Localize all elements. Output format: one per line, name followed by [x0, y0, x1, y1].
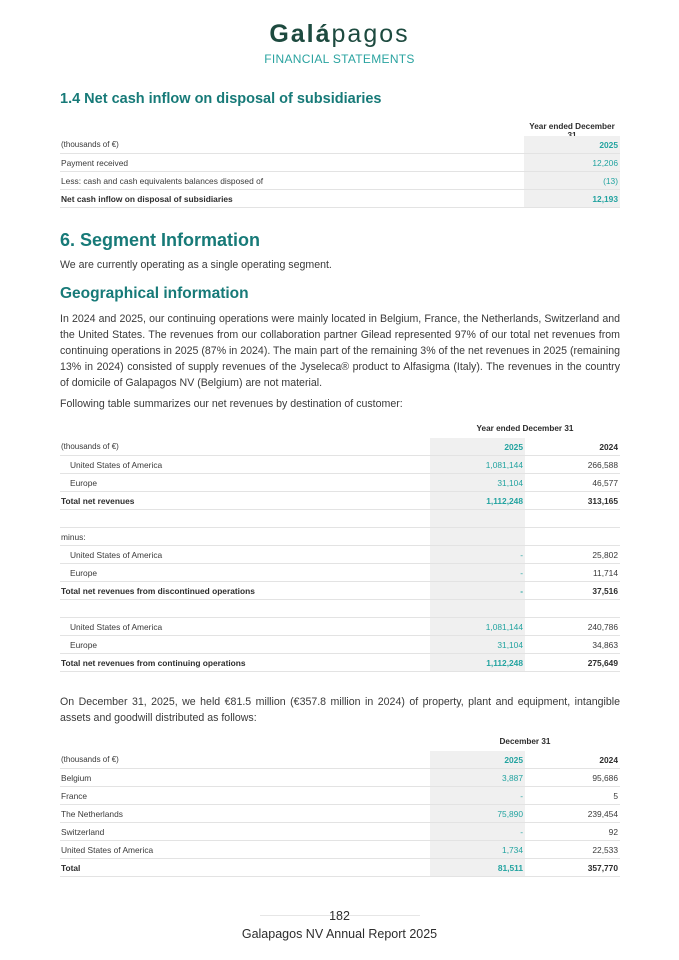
row-label: Europe	[70, 568, 98, 578]
geo-paragraph: In 2024 and 2025, our continuing operations were mainly located in Belgium, France, the Netherlands, Switzerland and the United States. The revenues from our collaboration partner Gilead represented 97% of our total net revenues from continuing operations in 2025 (87% in 2024). The main part of the remaining 3% of the net revenues in 2025 (remaining 13% in 2024) consisted of supply revenues of the Jyseleca® product to Alfasigma (Italy). The revenues in the country of domicile of Galapagos NV (Belgium) are not material.	[60, 313, 620, 389]
value-2025: 1,112,248	[430, 654, 525, 671]
value-2024: 37,516	[592, 586, 618, 596]
table-row	[60, 456, 620, 474]
table-row	[60, 841, 620, 859]
value-2025: -	[430, 564, 525, 581]
period-label: December 31	[499, 737, 551, 746]
table-row	[60, 805, 620, 823]
value-2024: 22,533	[592, 845, 618, 855]
table-row	[60, 474, 620, 492]
table-spacer-row	[60, 600, 620, 618]
value-2025: -	[430, 823, 525, 840]
row-label: Total	[61, 863, 81, 873]
table-total-row	[60, 859, 620, 877]
revenue-by-destination-table	[60, 420, 620, 672]
value-2025: 12,206	[524, 154, 620, 171]
row-label: Total net revenues	[61, 496, 135, 506]
col-2024-header: 2024	[599, 755, 618, 765]
row-label: United States of America	[70, 622, 163, 632]
table-row	[60, 528, 620, 546]
table-row	[60, 769, 620, 787]
value-2024: 95,686	[592, 773, 618, 783]
unit-label: (thousands of €)	[61, 140, 119, 149]
table-row	[60, 546, 620, 564]
value-2025: -	[430, 787, 525, 804]
value-2024: 34,863	[592, 640, 618, 650]
period-label: Year ended December	[529, 122, 615, 131]
value-2024: 5	[613, 791, 618, 801]
row-label: Payment received	[61, 158, 129, 168]
spacer-cell	[430, 510, 525, 527]
value-2025: 31,104	[430, 474, 525, 491]
table-total-row	[60, 190, 620, 208]
value-2024: 313,165	[587, 496, 618, 506]
heading-net-cash-inflow: 1.4 Net cash inflow on disposal of subsidiaries	[60, 91, 382, 107]
value-2024: 275,649	[587, 658, 618, 668]
value-2025: 12,193	[524, 190, 620, 207]
col-2024-header: 2024	[599, 442, 618, 452]
value-2024: 357,770	[587, 863, 618, 873]
table-row	[60, 618, 620, 636]
row-label: United States of America	[70, 550, 163, 560]
row-label: Net cash inflow on disposal of subsidiaries	[61, 194, 233, 204]
table-row	[60, 636, 620, 654]
row-label: Belgium	[61, 773, 92, 783]
value-2025: 75,890	[430, 805, 525, 822]
row-label: United States of America	[70, 460, 163, 470]
unit-label: (thousands of €)	[61, 755, 119, 764]
heading-segment-information: 6. Segment Information	[60, 230, 261, 250]
table-period-row	[60, 733, 620, 751]
report-title: Galapagos NV Annual Report 2025	[241, 927, 438, 941]
spacer-cell	[430, 528, 525, 545]
col-2025-header: 2025	[430, 438, 525, 455]
value-2025: 1,081,144	[430, 618, 525, 635]
row-label: minus:	[61, 532, 86, 542]
table-period-row	[60, 118, 620, 136]
value-2025: 1,081,144	[430, 456, 525, 473]
table-total-row	[60, 582, 620, 600]
value-2024: 25,802	[592, 550, 618, 560]
row-label: The Netherlands	[61, 809, 123, 819]
value-2024: 239,454	[587, 809, 618, 819]
table-total-row	[60, 492, 620, 510]
value-2025: -	[430, 546, 525, 563]
value-2025: 1,112,248	[430, 492, 525, 509]
value-2024: 11,714	[593, 568, 618, 578]
section-subtitle: FINANCIAL STATEMENTS	[264, 52, 415, 66]
row-label: France	[61, 791, 88, 801]
value-2025: 3,887	[430, 769, 525, 786]
value-2024: 46,577	[592, 478, 618, 488]
table-row	[60, 172, 620, 190]
row-label: United States of America	[61, 845, 154, 855]
value-2025: 31,104	[430, 636, 525, 653]
table-row	[60, 823, 620, 841]
assets-by-country-table	[60, 733, 620, 877]
value-2025: (13)	[524, 172, 620, 189]
value-2024: 92	[608, 827, 618, 837]
assets-paragraph: On December 31, 2025, we held €81.5 million (€357.8 million in 2024) of property, plant and equipment, intangible assets and goodwill distributed as follows:	[60, 696, 620, 724]
row-label: Total net revenues from discontinued operations	[61, 586, 255, 596]
spacer-cell	[430, 600, 525, 617]
revenue-intro-paragraph: Following table summarizes our net revenues by destination of customer:	[60, 398, 403, 410]
table-header-row	[60, 751, 620, 769]
table-period-row	[60, 420, 620, 438]
logo-part-2: pagos	[331, 20, 410, 48]
unit-label: (thousands of €)	[61, 442, 119, 451]
row-label: Switzerland	[61, 827, 105, 837]
row-label: Less: cash and cash equivalents balances disposed of	[61, 176, 264, 186]
table-row	[60, 154, 620, 172]
col-2025-header: 2025	[524, 136, 620, 153]
table-spacer-row	[60, 510, 620, 528]
heading-geographical-information: Geographical information	[60, 285, 249, 302]
page-number: 182	[329, 909, 350, 923]
value-2025: 81,511	[430, 859, 525, 876]
segment-intro: We are currently operating as a single operating segment.	[60, 259, 332, 271]
logo-part-1: Galá	[269, 20, 332, 48]
value-2024: 266,588	[587, 460, 618, 470]
value-2025: -	[430, 582, 525, 599]
col-2025-header: 2025	[430, 751, 525, 768]
table-header-row	[60, 438, 620, 456]
period-label: Year ended December 31	[476, 424, 574, 433]
net-cash-inflow-table	[60, 118, 620, 208]
table-row	[60, 564, 620, 582]
table-row	[60, 787, 620, 805]
row-label: Europe	[70, 478, 98, 488]
value-2025: 1,734	[430, 841, 525, 858]
row-label: Total net revenues from continuing operations	[61, 658, 246, 668]
row-label: Europe	[70, 640, 98, 650]
value-2024: 240,786	[587, 622, 618, 632]
table-header-row	[60, 136, 620, 154]
company-logo	[0, 20, 679, 48]
table-total-row	[60, 654, 620, 672]
